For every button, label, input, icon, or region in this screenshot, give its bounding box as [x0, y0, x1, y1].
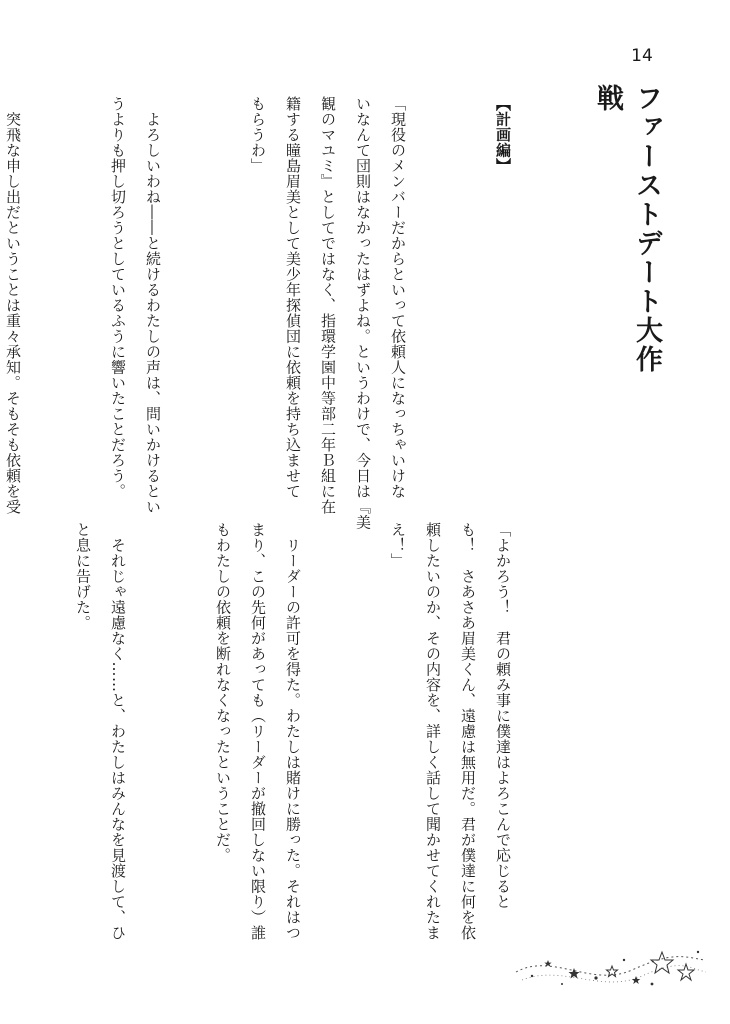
paragraph: 「現役のメンバーだからといって依頼人になっちゃいけな いなんて団則はなかったはずよね。というわけで、今日は『美 観のマユミ』としてではなく、指環学園中等部二年Ｂ組に在 籍する瞳島眉美として美少年探偵団に依頼を持ち込ませて もらうわ」 — [249, 96, 407, 530]
upper-text-block — [4, 96, 590, 530]
lower-text-block — [74, 522, 590, 941]
paragraph: よろしいわね――と続けるわたしの声は、問いかけるとい うよりも押し切ろうとしているふうに響いたことだろう。 — [109, 96, 162, 515]
chapter-title: ファーストデート大作戦 — [592, 84, 662, 374]
paragraph: 突飛な申し出だということは重々承知。そもそも依頼を受 — [4, 111, 22, 515]
paragraph: それじゃ遠慮なく……と、わたしはみんなを見渡して、ひ と息に告げた。 — [74, 522, 127, 941]
page-number: 14 — [631, 46, 653, 66]
stars-swirl-icon — [512, 938, 708, 998]
section-heading: 【計画編】 — [494, 96, 512, 174]
paragraph: 「よかろう！ 君の頼み事に僕達はよろこんで応じると も！ さあさあ眉美くん、遠慮は無用だ。君が僕達に何を依 頼したいのか、その内容を、詳しく話して聞かせてくれたま え！」 — [389, 522, 512, 941]
paragraph: リーダーの許可を得た。わたしは賭けに勝った。それはつ まり、この先何があっても（リーダーが撤回しない限り）誰 もわたしの依頼を断れなくなったということだ。 — [214, 522, 302, 941]
